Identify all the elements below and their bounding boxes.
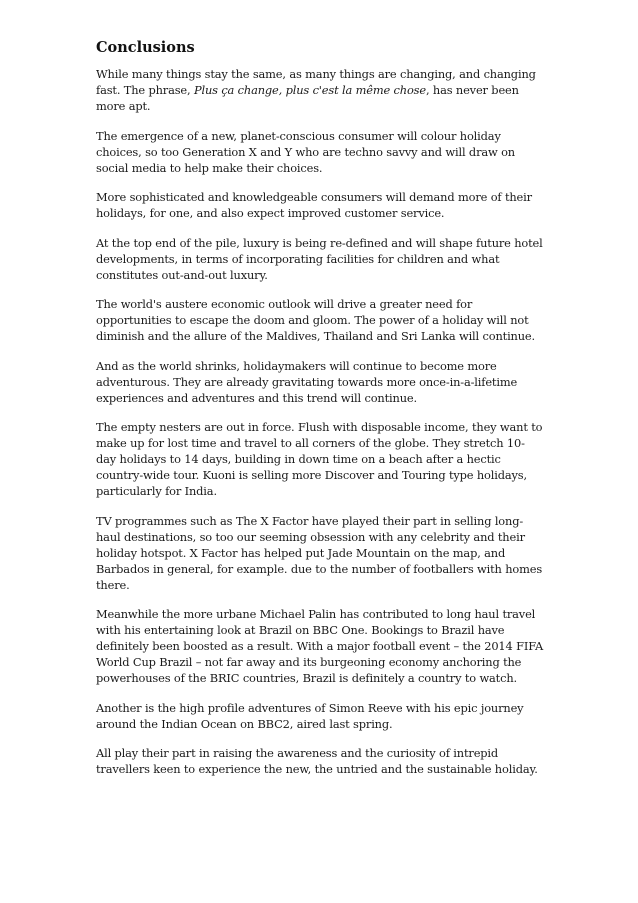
paragraph-empty-nesters: The empty nesters are out in force. Flush with disposable income, they want to make up for lost time and travel to all corners of the globe. They stretch 10-day holidays to 14 days, building in down time on a beach after a hectic country-wide tour. Kuoni is selling more Discover and Touring type holidays, particularly for India. bbox=[96, 420, 543, 498]
paragraph-luxury: At the top end of the pile, luxury is being re-defined and will shape future hotel developments, in terms of incorporating facilities for children and what constitutes out-and-out luxury. bbox=[96, 235, 543, 282]
paragraph-intro-text-start: While many things stay the same, as many things are changing, and changing fast. The phrase, bbox=[96, 67, 536, 97]
paragraph-sophisticated: More sophisticated and knowledgeable consumers will demand more of their holidays, for one, and also expect improved customer service. bbox=[96, 190, 532, 220]
document-page bbox=[96, 38, 544, 791]
paragraph-adventure: And as the world shrinks, holidaymakers will continue to become more adventurous. They are already gravitating towards more once-in-a-lifetime experiences and adventures and this trend will continue. bbox=[96, 358, 518, 405]
paragraph-economy: The world's austere economic outlook will drive a greater need for opportunities to escape the doom and gloom. The power of a holiday will not diminish and the allure of the Maldives, Thailand and Sri Lanka will continue. bbox=[96, 297, 535, 343]
paragraph-tv-programmes: TV programmes such as The X Factor have played their part in selling long-haul destinations, so too our seeming obsession with any celebrity and their holiday hotspot. X Factor has helped put Jade Mountain on the map, and Barbados in general, for example. due to the number of footballers with homes there. bbox=[96, 513, 543, 592]
paragraph-intro-text-end: , has never been more apt. bbox=[96, 83, 519, 113]
paragraph-simon-reeve: Another is the high profile adventures of Simon Reeve with his epic journey around the Indian Ocean on BBC2, aired last spring. bbox=[96, 700, 524, 731]
paragraph-consumer: The emergence of a new, planet-conscious consumer will colour holiday choices, so too Generation X and Y who are techno savvy and will draw on social media to help make their choices. bbox=[96, 128, 515, 175]
paragraph-michael-palin: Meanwhile the more urbane Michael Palin has contributed to long haul travel with his entertaining look at Brazil on BBC One. Bookings to Brazil have definitely been boosted as a result. With a major football event – the 2014 FIFA World Cup Brazil – not far away and its burgeoning economy anchoring the powerhouses of the BRIC countries, Brazil is definitely a country to watch. bbox=[96, 607, 544, 685]
paragraph-intro bbox=[96, 66, 544, 114]
section-heading: Conclusions bbox=[96, 39, 195, 56]
paragraph-intro-italic-phrase: Plus ça change, plus c'est la même chose bbox=[193, 83, 426, 97]
paragraph-closing: All play their part in raising the awareness and the curiosity of intrepid travellers keen to experience the new, the untried and the sustainable holiday. bbox=[96, 746, 538, 776]
